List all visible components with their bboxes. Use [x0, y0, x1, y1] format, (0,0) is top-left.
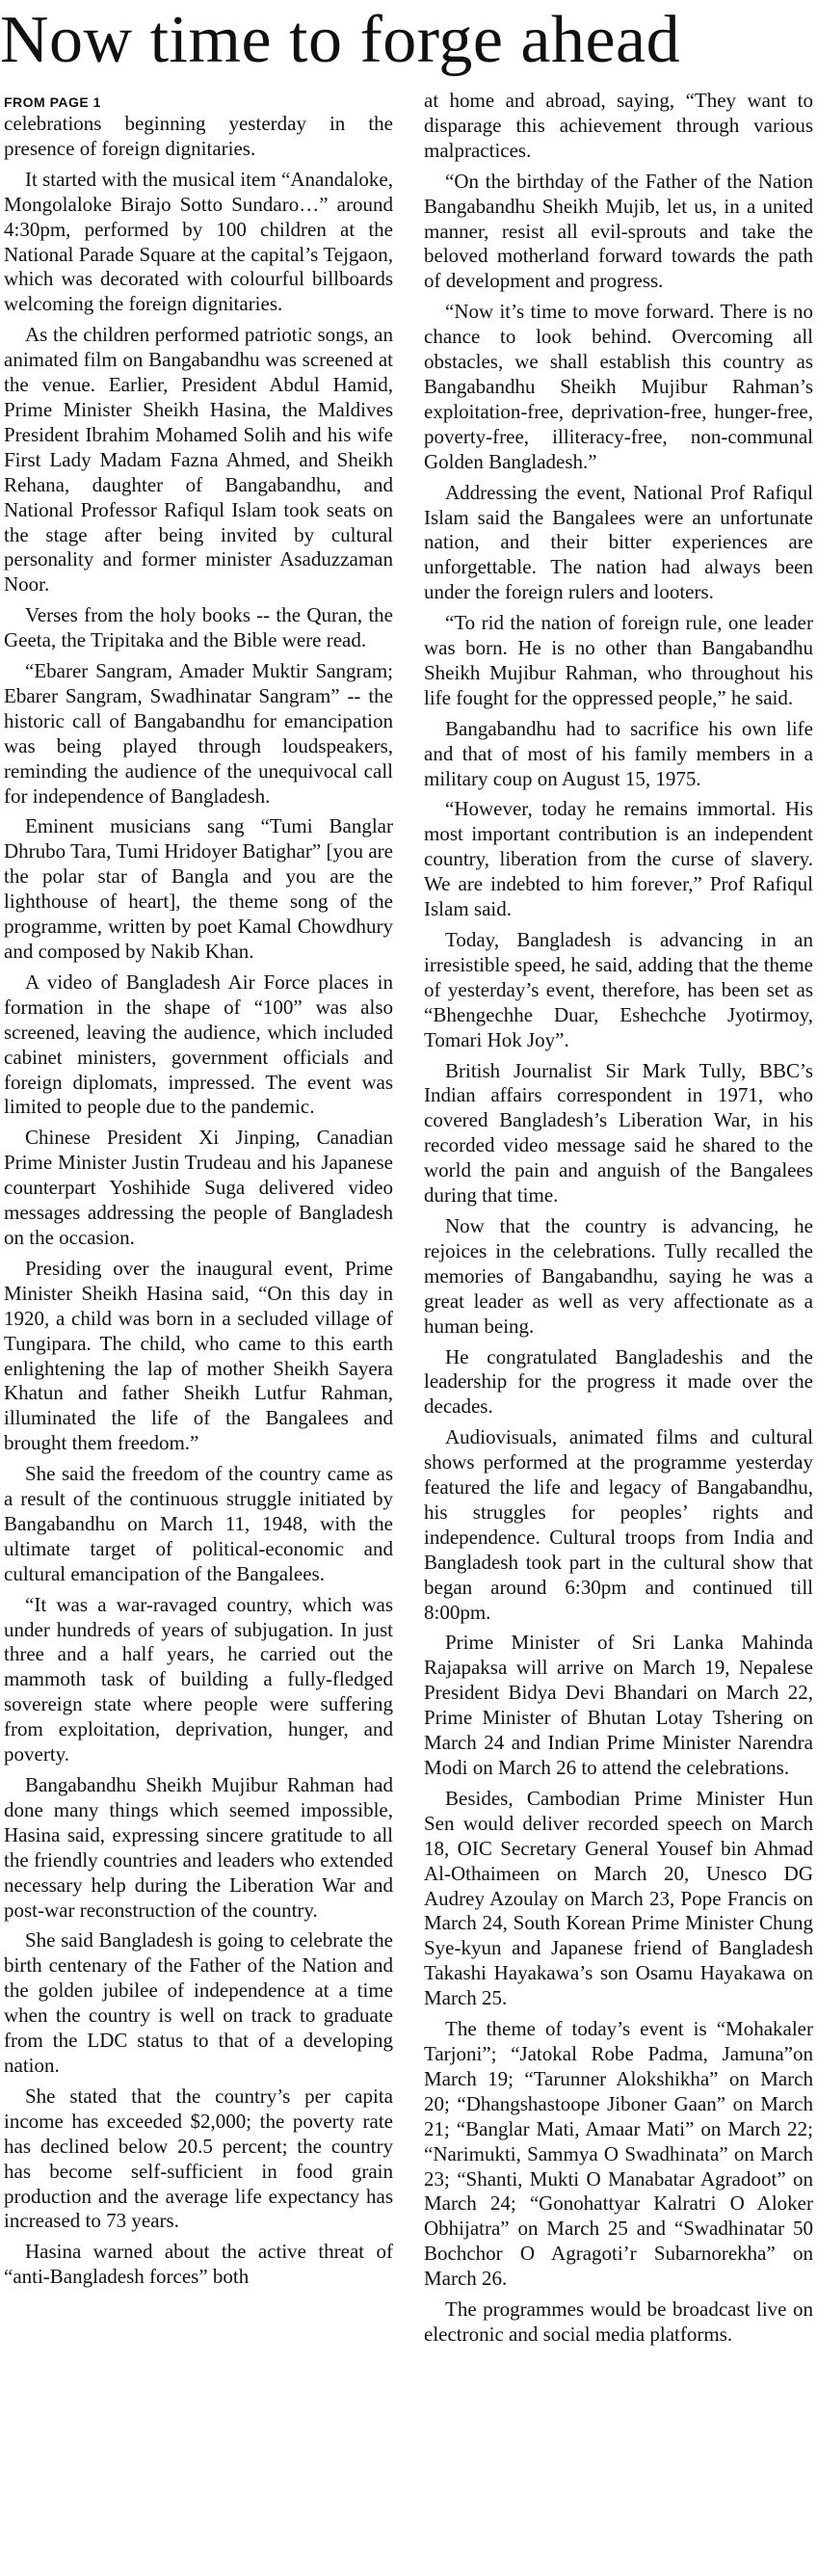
- paragraph: Now that the country is advancing, he rejoices in the celebrations. Tully recalled the memories of Bangabandhu, saying he was a great leader as well as very affectionate as a human being.: [424, 1213, 813, 1338]
- paragraph: She said the freedom of the country came as a result of the continuous struggle initiated by Bangabandhu on March 11, 1948, with the ultimate target of political-economic and cultural emancipation of the Bangalees.: [4, 1462, 393, 1585]
- dateline: FROM PAGE 1: [4, 94, 101, 110]
- paragraph: The theme of today’s event is “Mohakaler Tarjoni”; “Jatokal Robe Padma, Jamuna”on March 19; “Tarunner Alokshikha” on March 20; “Dhangshastoope Jiboner Gaan” on March 21; “Banglar Mati, Amaar Mati” on March 22; “Narimukti, Sammya O Swadhinata” on March 23; “Shanti, Mukti O Manabatar Agradoot” on March 24; “Gonohattyar Kalratri O Aloker Obhijatra” on March 25 and “Swadhinatar 50 Bochchor O Agragoti’r Subarnorekha” on March 26.: [424, 2017, 813, 2291]
- paragraph: celebrations beginning yesterday in the presence of foreign dignitaries.: [4, 112, 393, 160]
- paragraph: The programmes would be broadcast live on electronic and social media platforms.: [424, 2297, 813, 2346]
- paragraph: Verses from the holy books -- the Quran, the Geeta, the Tripitaka and the Bible were read.: [4, 603, 393, 652]
- paragraph: British Journalist Sir Mark Tully, BBC’s Indian affairs correspondent in 1971, who covered Bangladesh’s Liberation War, in his recorded video message said he shared to the world the pain and anguish of the Bangalees during that time.: [424, 1058, 813, 1208]
- paragraph: She said Bangladesh is going to celebrate the birth centenary of the Father of the Nation and the golden jubilee of independence at a time when the country is well on track to graduate from the LDC status to that of a developing nation.: [4, 1928, 393, 2077]
- paragraph: Presiding over the inaugural event, Prime Minister Sheikh Hasina said, “On this day in 1920, a child was born in a secluded village of Tungipara. The child, who came to this earth enlightening the lap of mother Sheikh Sayera Khatun and father Sheikh Lutfur Rahman, illuminated the life of the Bangalees and brought them freedom.”: [4, 1256, 393, 1455]
- paragraph: Prime Minister of Sri Lanka Mahinda Rajapaksa will arrive on March 19, Nepalese President Bidya Devi Bhandari on March 22, Prime Minister of Bhutan Lotay Tshering on March 24 and Indian Prime Minister Narendra Modi on March 26 to attend the celebrations.: [424, 1631, 813, 1779]
- paragraph: Bangabandhu Sheikh Mujibur Rahman had done many things which seemed impossible, Hasina said, expressing sincere gratitude to all the friendly countries and leaders who extended necessary help during the Liberation War and post-war reconstruction of the country.: [4, 1773, 393, 1922]
- paragraph: “It was a war-ravaged country, which was under hundreds of years of subjugation. In just three and a half years, he carried out the mammoth task of building a fully-fledged sovereign state where people were suffering from exploitation, deprivation, hunger, and poverty.: [4, 1592, 393, 1766]
- paragraph: “On the birthday of the Father of the Nation Bangabandhu Sheikh Mujib, let us, in a united manner, resist all evil-sprouts and take the beloved motherland forward towards the path of development and progress.: [424, 169, 813, 293]
- paragraph: “Ebarer Sangram, Amader Muktir Sangram; Ebarer Sangram, Swadhinatar Sangram” -- the historic call of Bangabandhu for emancipation was being played through loudspeakers, reminding the audience of the unequivocal call for independence of Bangladesh.: [4, 659, 393, 808]
- paragraph: It started with the musical item “Anandaloke, Mongolaloke Birajo Sotto Sundaro…” around 4:30pm, performed by 100 children at the National Parade Square at the capital’s Tejgaon, which was decorated with colourful billboards welcoming the foreign dignitaries.: [4, 167, 393, 316]
- paragraph: Addressing the event, National Prof Rafiqul Islam said the Bangalees were an unfortunate nation, and their bitter experiences are unforgettable. The nation had always been under the foreign rulers and looters.: [424, 480, 813, 604]
- paragraph: at home and abroad, saying, “They want to disparage this achievement through various malpractices.: [424, 89, 813, 162]
- paragraph: She stated that the country’s per capita income has exceeded $2,000; the poverty rate has declined below 20.5 percent; the country has become self-sufficient in food grain production and the average life expectancy has increased to 73 years.: [4, 2084, 393, 2233]
- paragraph: “However, today he remains immortal. His most important contribution is an independent country, liberation from the curse of slavery. We are indebted to him forever,” Prof Rafiqul Islam said.: [424, 797, 813, 921]
- paragraph: Besides, Cambodian Prime Minister Hun Sen would deliver recorded speech on March 18, OIC Secretary General Yousef bin Ahmad Al-Othaimeen on March 20, Unesco DG Audrey Azoulay on March 23, Pope Francis on March 24, South Korean Prime Minister Chung Sye-kyun and Japanese friend of Bangladesh Takashi Hayakawa’s son Osamu Hayakawa on March 25.: [424, 1786, 813, 2010]
- paragraph: As the children performed patriotic songs, an animated film on Bangabandhu was screened at the venue. Earlier, President Abdul Hamid, Prime Minister Sheikh Hasina, the Maldives President Ibrahim Mohamed Solih and his wife First Lady Madam Fazna Ahmed, and Sheikh Rehana, daughter of Bangabandhu, and National Professor Rafiqul Islam took seats on the stage after being invited by cultural personality and former minister Asaduzzaman Noor.: [4, 323, 393, 597]
- paragraph: Chinese President Xi Jinping, Canadian Prime Minister Justin Trudeau and his Japanese counterpart Yoshihide Suga delivered video messages addressing the people of Bangladesh on the occasion.: [4, 1126, 393, 1249]
- article-headline: Now time to forge ahead: [0, 3, 681, 77]
- article-column-right: [424, 89, 813, 2353]
- paragraph: “To rid the nation of foreign rule, one leader was born. He is no other than Bangabandhu Sheikh Mujibur Rahman, who throughout his life fought for the oppressed people,” he said.: [424, 611, 813, 709]
- paragraph: Eminent musicians sang “Tumi Banglar Dhrubo Tara, Tumi Hridoyer Batighar” [you are the polar star of Bangla and you are the lighthouse of heart], the theme song of the programme, written by poet Kamal Chowdhury and composed by Nakib Khan.: [4, 814, 393, 963]
- paragraph: Audiovisuals, animated films and cultural shows performed at the programme yesterday featured the life and legacy of Bangabandhu, his struggles for peoples’ rights and independence. Cultural troops from India and Bangladesh took part in the cultural show that began around 6:30pm and continued till 8:00pm.: [424, 1425, 813, 1624]
- paragraph: Today, Bangladesh is advancing in an irresistible speed, he said, adding that the theme of yesterday’s event, therefore, has been set as “Bhengechhe Duar, Eshechche Jyotirmoy, Tomari Hok Joy”.: [424, 928, 813, 1051]
- paragraph: Bangabandhu had to sacrifice his own life and that of most of his family members in a military coup on August 15, 1975.: [424, 716, 813, 790]
- article-column-left: [4, 93, 393, 2296]
- paragraph: “Now it’s time to move forward. There is no chance to look behind. Overcoming all obstacles, we shall establish this country as Bangabandhu Sheikh Mujibur Rahman’s exploitation-free, deprivation-free, hunger-free, poverty-free, illiteracy-free, non-communal Golden Bangladesh.”: [424, 300, 813, 473]
- paragraph: Hasina warned about the active threat of “anti-Bangladesh forces” both: [4, 2240, 393, 2289]
- paragraph: A video of Bangladesh Air Force places in formation in the shape of “100” was also screened, leaving the audience, which included cabinet ministers, government officials and foreign diplomats, impressed. The event was limited to people due to the pandemic.: [4, 969, 393, 1119]
- paragraph: He congratulated Bangladeshis and the leadership for the progress it made over the decades.: [424, 1344, 813, 1419]
